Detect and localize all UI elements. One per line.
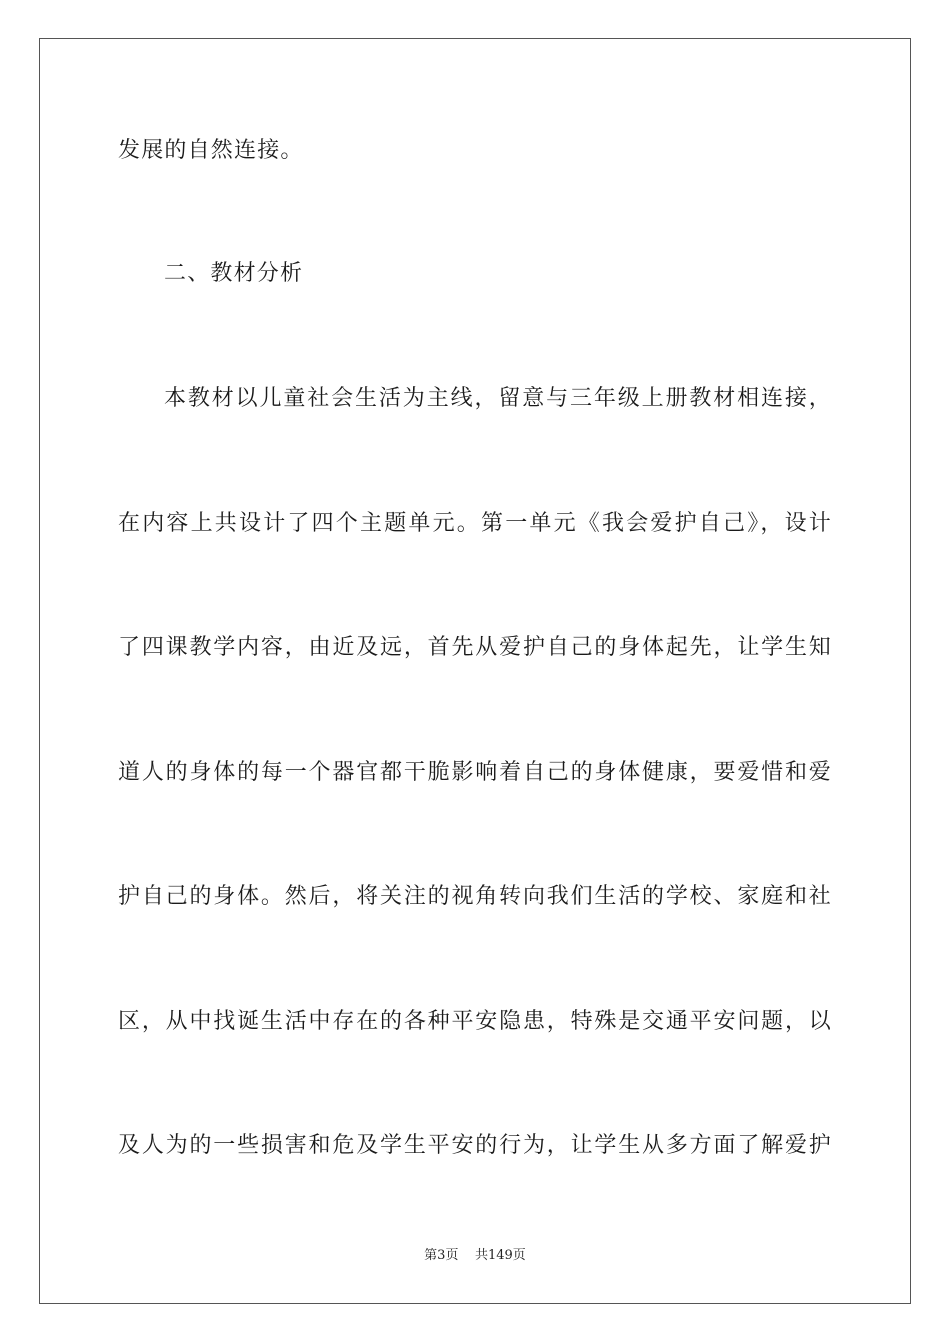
page-footer	[0, 1247, 950, 1265]
body-line-4: 了四课教学内容，由近及远，首先从爱护自己的身体起先，让学生知	[118, 635, 832, 660]
section-heading: 二、教材分析	[164, 261, 304, 286]
body-line-8: 及人为的一些损害和危及学生平安的行为，让学生从多方面了解爱护	[118, 1133, 832, 1158]
page-total: 共149页	[474, 1248, 526, 1263]
body-line-6: 护自己的身体。然后，将关注的视角转向我们生活的学校、家庭和社	[118, 884, 832, 909]
body-line-5: 道人的身体的每一个器官都干脆影响着自己的身体健康，要爱惜和爱	[118, 760, 832, 785]
page-number: 第3页	[424, 1248, 459, 1263]
body-line-1: 发展的自然连接。	[118, 138, 304, 163]
body-line-7: 区，从中找诞生活中存在的各种平安隐患，特殊是交通平安问题，以	[118, 1009, 832, 1034]
body-line-2: 本教材以儿童社会生活为主线，留意与三年级上册教材相连接，	[164, 386, 832, 411]
page-border	[39, 38, 911, 1304]
body-line-3: 在内容上共设计了四个主题单元。第一单元《我会爱护自己》，设计	[118, 511, 832, 536]
